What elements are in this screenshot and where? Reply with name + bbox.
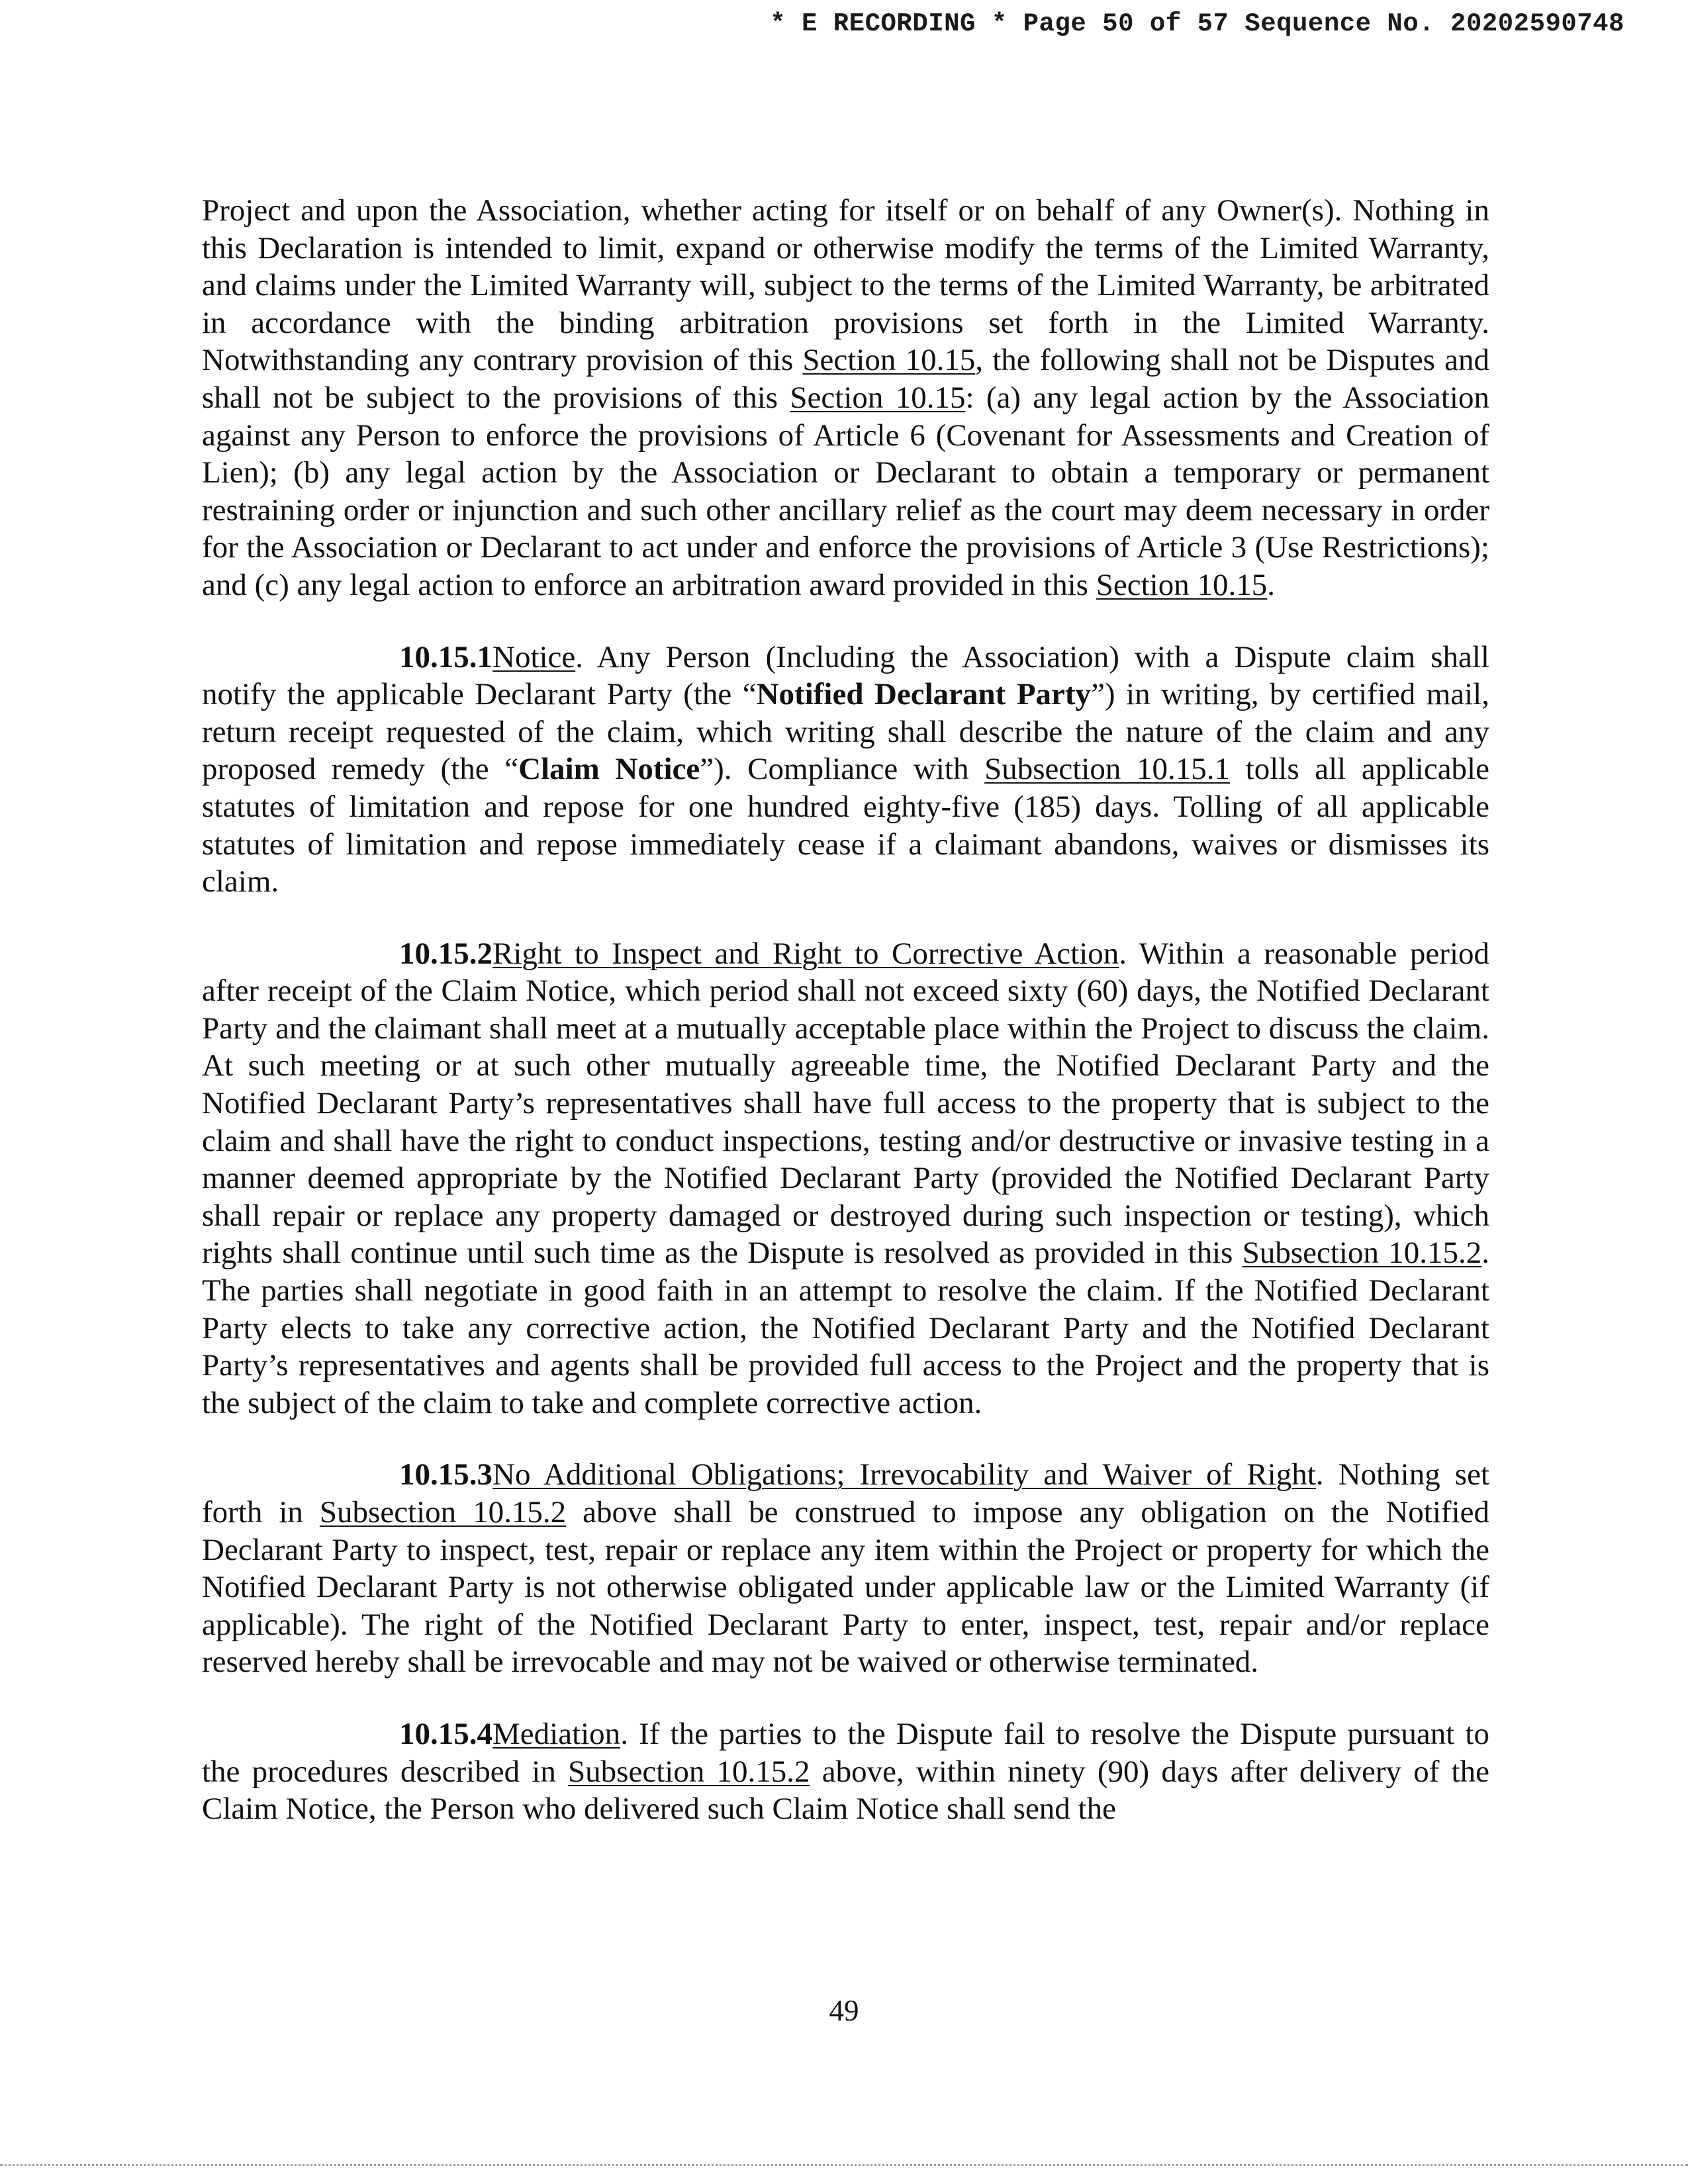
paragraph-10-15-3-no-additional-obligations: [202, 1456, 1489, 1681]
section-number: 10.15.4: [399, 1716, 492, 1751]
section-reference: Subsection 10.15.1: [984, 752, 1231, 787]
section-reference: Subsection 10.15.2: [1242, 1236, 1482, 1271]
text: . If the parties to the Dispute fail to resolve the Dispute pursuant to the procedures described in: [202, 1716, 1489, 1789]
text: .: [1267, 567, 1275, 602]
text: . Nothing set forth in: [202, 1457, 1489, 1529]
text: ”) in writing, by certified mail, return receipt requested of the claim, which writing shall describe the nature of the claim and any proposed remedy (the “: [202, 677, 1489, 787]
section-number: 10.15.2: [399, 936, 492, 971]
text: above shall be construed to impose any obligation on the Notified Declarant Party to inspect, test, repair or replace any item within the Project or property for which the Notified Declarant Party is not otherwise obligated under applicable law or the Limited Warranty (if applicable). The right of the Notified Declarant Party to enter, inspect, test, repair and/or replace reserved hereby shall be irrevocable and may not be waived or otherwise terminated.: [202, 1495, 1489, 1680]
section-title: Right to Inspect and Right to Corrective Action: [492, 936, 1119, 971]
section-title: No Additional Obligations; Irrevocability and Waiver of Right: [492, 1457, 1316, 1492]
text: . Within a reasonable period after receipt of the Claim Notice, which period shall not exceed sixty (60) days, the Notified Declarant Party and the claimant shall meet at a mutually acceptable place within the Project to discuss the claim. At such meeting or at such other mutually agreeable time, the Notified Declarant Party and the Notified Declarant Party’s representatives shall have full access to the property that is subject to the claim and shall have the right to conduct inspections, testing and/or destructive or invasive testing in a manner deemed appropriate by the Notified Declarant Party (provided the Notified Declarant Party shall repair or replace any property damaged or destroyed during such inspection or testing), which rights shall continue until such time as the Dispute is resolved as provided in this: [202, 936, 1489, 1271]
text: Project and upon the Association, whether acting for itself or on behalf of any Owner(s). Nothing in this Declaration is intended to limit, expand or otherwise modify the terms of the Limited Warranty, and claims under the Limited Warranty will, subject to the terms of the Limited Warranty, be arbitrated in accordance with the binding arbitration provisions set forth in the Limited Warranty. Notwithstanding any contrary provision of this: [202, 193, 1489, 378]
page-number: 49: [829, 1994, 859, 2027]
section-title: Notice: [492, 639, 576, 674]
paragraph-10-15-1-notice: [202, 639, 1489, 901]
text: tolls all applicable statutes of limitation and repose for one hundred eighty-five (185) days. Tolling of all applicable statutes of limitation and repose immediately cease if a claimant abandons, waives or dismisses its claim.: [202, 752, 1489, 899]
recording-header: * E RECORDING * Page 50 of 57 Sequence No. 20202590748: [770, 9, 1624, 38]
defined-term: Claim Notice: [518, 752, 700, 787]
text: : (a) any legal action by the Association against any Person to enforce the provisions of Article 6 (Covenant for Assessments and Creation of Lien); (b) any legal action by the Association or Declarant to obtain a temporary or permanent restraining order or injunction and such other ancillary relief as the court may deem necessary in order for the Association or Declarant to act under and enforce the provisions of Article 3 (Use Restrictions); and (c) any legal action to enforce an arbitration award provided in this: [202, 380, 1489, 602]
text: . Any Person (Including the Association) with a Dispute claim shall notify the applicable Declarant Party (the “: [202, 639, 1489, 712]
section-reference: Subsection 10.15.2: [568, 1754, 810, 1789]
scan-edge-artifact: [0, 2164, 1688, 2166]
section-reference: Section 10.15: [802, 343, 976, 378]
section-reference: Section 10.15: [1096, 567, 1268, 602]
text: above, within ninety (90) days after delivery of the Claim Notice, the Person who delivered such Claim Notice shall send the: [202, 1754, 1489, 1827]
section-title: Mediation: [492, 1716, 621, 1751]
document-body: [202, 192, 1489, 1862]
section-reference: Section 10.15: [790, 380, 966, 415]
paragraph-arbitration-exclusions: [202, 192, 1489, 604]
paragraph-10-15-2-right-to-inspect: [202, 935, 1489, 1422]
section-reference: Subsection 10.15.2: [319, 1495, 567, 1529]
section-number: 10.15.1: [399, 639, 492, 674]
section-number: 10.15.3: [399, 1457, 492, 1492]
paragraph-10-15-4-mediation: [202, 1715, 1489, 1828]
defined-term: Notified Declarant Party: [756, 677, 1092, 712]
text: ”). Compliance with: [700, 752, 985, 787]
text: . The parties shall negotiate in good faith in an attempt to resolve the claim. If the Notified Declarant Party elects to take any corrective action, the Notified Declarant Party and the Notified Declarant Party’s representatives and agents shall be provided full access to the Project and the property that is the subject of the claim to take and complete corrective action.: [202, 1236, 1489, 1420]
text: , the following shall not be Disputes and shall not be subject to the provisions of this: [202, 343, 1490, 415]
